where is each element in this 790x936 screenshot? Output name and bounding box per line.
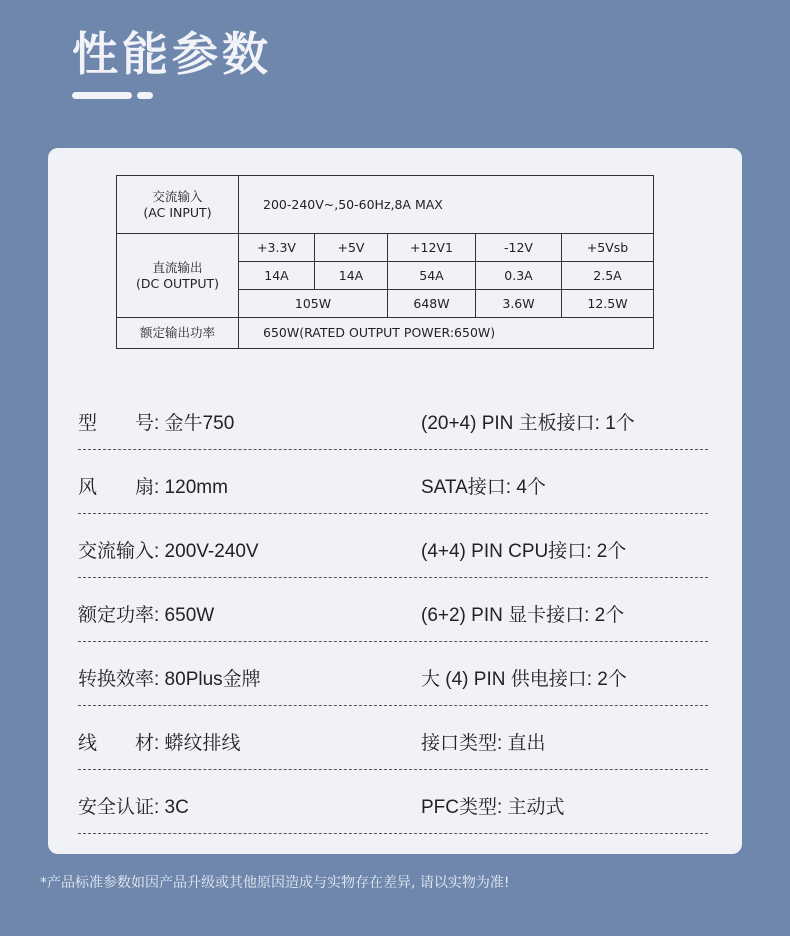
power-cell: 105W: [239, 290, 388, 318]
spec-card: [48, 148, 742, 854]
spec-right: (4+4) PIN CPU接口: 2个: [421, 541, 627, 562]
title-underline-dot: [137, 92, 153, 99]
current-cell: 0.3A: [476, 262, 562, 290]
spec-row: [78, 578, 708, 642]
rail-cell: +3.3V: [239, 234, 315, 262]
spec-left: 交流输入: 200V-240V: [78, 541, 259, 562]
rail-cell: +5V: [315, 234, 388, 262]
spec-row: [78, 642, 708, 706]
spec-left: 型 号: 金牛750: [78, 413, 235, 434]
spec-left: 风 扇: 120mm: [78, 477, 228, 498]
ac-input-label: [117, 176, 239, 234]
spec-right: (6+2) PIN 显卡接口: 2个: [421, 605, 625, 626]
spec-row: [78, 514, 708, 578]
title-underline: [72, 92, 132, 99]
spec-right: (20+4) PIN 主板接口: 1个: [421, 413, 635, 434]
rated-label: 额定输出功率: [117, 318, 239, 349]
spec-right: SATA接口: 4个: [421, 477, 546, 498]
spec-right: PFC类型: 主动式: [421, 797, 565, 818]
spec-list: [78, 386, 708, 834]
spec-left: 线 材: 蟒纹排线: [78, 733, 241, 754]
footnote: *产品标准参数如因产品升级或其他原因造成与实物存在差异, 请以实物为准!: [40, 875, 510, 891]
rail-cell: +12V1: [388, 234, 476, 262]
ac-input-value: 200-240V~,50-60Hz,8A MAX: [239, 176, 654, 234]
page-title: 性能参数: [72, 27, 272, 81]
spec-left: 安全认证: 3C: [78, 797, 189, 818]
power-cell: 12.5W: [562, 290, 654, 318]
rail-cell: +5Vsb: [562, 234, 654, 262]
current-cell: 14A: [239, 262, 315, 290]
ac-input-label-cn: 交流输入: [152, 188, 203, 204]
spec-row: [78, 450, 708, 514]
spec-row: [78, 706, 708, 770]
rated-value: 650W(RATED OUTPUT POWER:650W): [239, 318, 654, 349]
spec-left: 转换效率: 80Plus金牌: [78, 669, 261, 690]
rail-cell: -12V: [476, 234, 562, 262]
spec-row: [78, 386, 708, 450]
current-cell: 54A: [388, 262, 476, 290]
current-cell: 2.5A: [562, 262, 654, 290]
spec-right: 接口类型: 直出: [421, 733, 546, 754]
spec-right: 大 (4) PIN 供电接口: 2个: [421, 669, 627, 690]
dc-output-label-en: (DC OUTPUT): [135, 275, 220, 291]
power-cell: 648W: [388, 290, 476, 318]
dc-output-label-cn: 直流输出: [152, 259, 203, 275]
current-cell: 14A: [315, 262, 388, 290]
spec-table: [116, 175, 654, 349]
spec-row: [78, 770, 708, 834]
ac-input-label-en: (AC INPUT): [143, 204, 212, 220]
power-cell: 3.6W: [476, 290, 562, 318]
spec-left: 额定功率: 650W: [78, 605, 215, 626]
dc-output-label: [117, 234, 239, 318]
